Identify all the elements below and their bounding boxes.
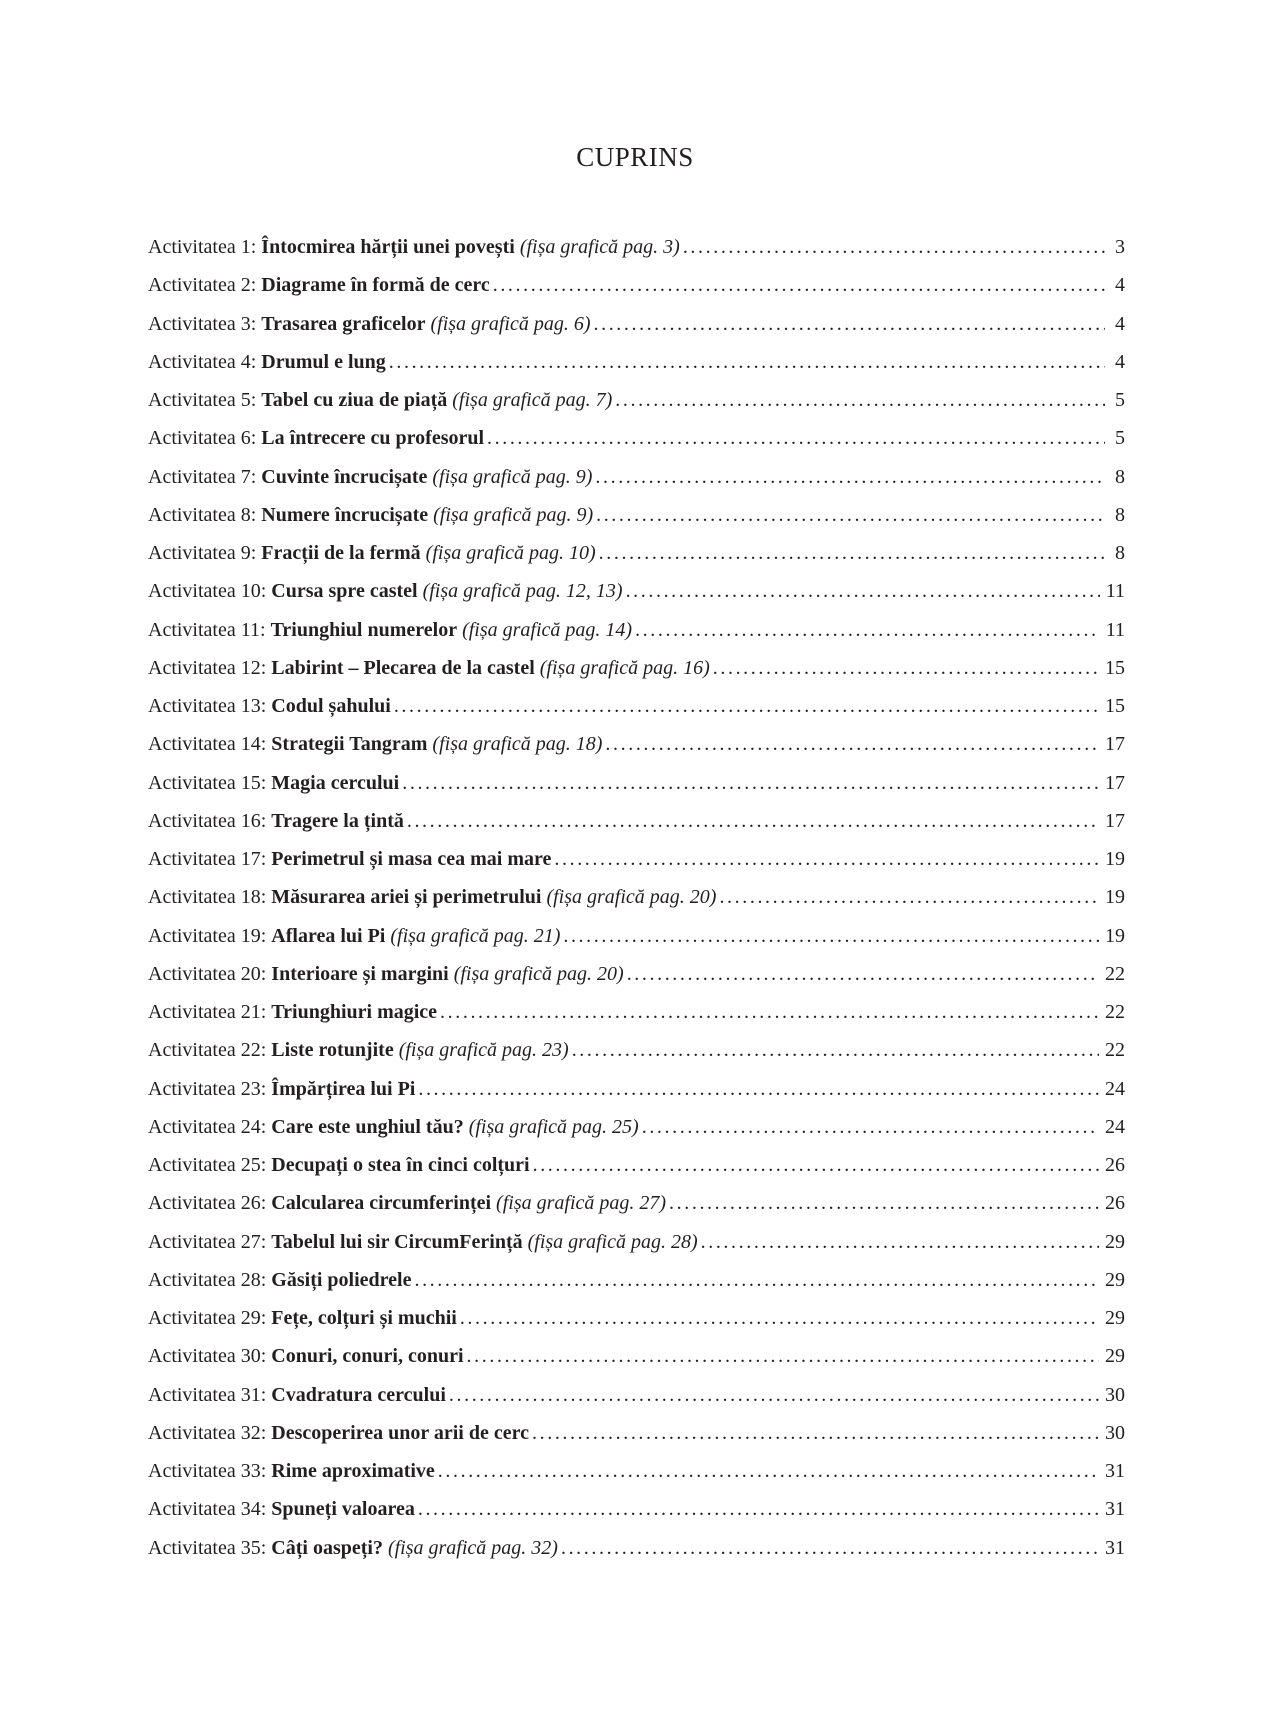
toc-entry-text bbox=[148, 886, 716, 909]
worksheet-reference: (fișa grafică pag. 20) bbox=[546, 886, 717, 909]
dot-leader bbox=[599, 542, 1105, 565]
dot-leader bbox=[605, 733, 1099, 756]
page-number: 11 bbox=[1105, 580, 1125, 603]
activity-title: Triunghiuri magice bbox=[271, 1001, 438, 1023]
activity-title: Conuri, conuri, conuri bbox=[271, 1345, 464, 1368]
toc-entry-text bbox=[148, 351, 386, 374]
dot-leader bbox=[389, 351, 1105, 374]
activity-number: Activitatea 28: bbox=[148, 1268, 267, 1291]
toc-entry-text bbox=[148, 427, 484, 450]
activity-title: Triunghiul numerelor bbox=[270, 618, 458, 641]
toc-entry[interactable] bbox=[148, 1231, 1125, 1269]
page-number: 5 bbox=[1115, 389, 1125, 411]
activity-title: Întocmirea hărții unei povești bbox=[261, 236, 515, 258]
page-number: 29 bbox=[1105, 1268, 1125, 1291]
toc-entry[interactable] bbox=[148, 1460, 1125, 1498]
activity-number: Activitatea 22: bbox=[148, 1039, 267, 1062]
toc-entry[interactable] bbox=[148, 389, 1125, 427]
dot-leader bbox=[713, 657, 1099, 680]
activity-title: Cursa spre castel bbox=[271, 580, 418, 603]
toc-entry[interactable] bbox=[148, 542, 1125, 580]
worksheet-reference: (fișa grafică pag. 9) bbox=[432, 465, 593, 488]
toc-entry-text bbox=[148, 1384, 446, 1407]
worksheet-reference: (fișa grafică pag. 7) bbox=[452, 389, 613, 411]
activity-number: Activitatea 18: bbox=[148, 886, 267, 909]
toc-entry-text bbox=[148, 619, 632, 642]
activity-number: Activitatea 35: bbox=[148, 1536, 267, 1559]
toc-entry[interactable] bbox=[148, 351, 1125, 389]
activity-title: Decupați o stea în cinci colțuri bbox=[271, 1154, 530, 1176]
dot-leader bbox=[626, 580, 1100, 603]
toc-entry-text bbox=[148, 1001, 437, 1024]
toc-entry-text bbox=[148, 733, 602, 756]
toc-entry[interactable] bbox=[148, 1039, 1125, 1077]
page-number: 5 bbox=[1115, 427, 1125, 450]
toc-entry[interactable] bbox=[148, 466, 1125, 504]
toc-entry-text bbox=[148, 1231, 698, 1254]
dot-leader bbox=[394, 695, 1099, 718]
toc-entry-text bbox=[148, 1422, 529, 1445]
page-number: 30 bbox=[1105, 1383, 1125, 1406]
dot-leader bbox=[595, 466, 1105, 489]
activity-number: Activitatea 20: bbox=[148, 962, 267, 985]
table-of-contents bbox=[148, 236, 1125, 1575]
page-number: 19 bbox=[1105, 848, 1125, 870]
toc-entry-text bbox=[148, 1460, 435, 1483]
activity-number: Activitatea 2: bbox=[148, 274, 257, 297]
worksheet-reference: (fișa grafică pag. 16) bbox=[539, 656, 710, 679]
activity-number: Activitatea 25: bbox=[148, 1154, 267, 1176]
worksheet-reference: (fișa grafică pag. 12, 13) bbox=[422, 580, 623, 603]
activity-title: Câți oaspeți? bbox=[271, 1536, 383, 1559]
activity-number: Activitatea 13: bbox=[148, 695, 267, 717]
activity-number: Activitatea 12: bbox=[148, 656, 267, 679]
activity-title: Fracții de la fermă bbox=[261, 542, 421, 564]
activity-number: Activitatea 4: bbox=[148, 350, 257, 373]
page-number: 4 bbox=[1115, 350, 1125, 373]
toc-entry[interactable] bbox=[148, 886, 1125, 924]
activity-title: Descoperirea unor arii de cerc bbox=[271, 1421, 530, 1444]
toc-entry-text bbox=[148, 1116, 639, 1139]
page-number: 26 bbox=[1105, 1154, 1125, 1176]
toc-entry[interactable] bbox=[148, 236, 1125, 274]
dot-leader bbox=[440, 1001, 1099, 1024]
toc-entry[interactable] bbox=[148, 274, 1125, 312]
activity-title: Tabel cu ziua de piață bbox=[261, 389, 448, 411]
activity-number: Activitatea 23: bbox=[148, 1077, 267, 1100]
activity-number: Activitatea 8: bbox=[148, 503, 257, 526]
toc-entry[interactable] bbox=[148, 1537, 1125, 1575]
activity-title: Fețe, colțuri și muchii bbox=[271, 1307, 457, 1329]
activity-number: Activitatea 26: bbox=[148, 1192, 267, 1215]
toc-entry-text bbox=[148, 1345, 464, 1368]
toc-entry[interactable] bbox=[148, 848, 1125, 886]
toc-entry[interactable] bbox=[148, 1269, 1125, 1307]
activity-title: Care este unghiul tău? bbox=[271, 1115, 464, 1138]
toc-entry-text bbox=[148, 580, 623, 603]
toc-entry[interactable] bbox=[148, 313, 1125, 351]
dot-leader bbox=[719, 886, 1099, 909]
activity-title: Numere încrucișate bbox=[261, 503, 429, 526]
page-number: 15 bbox=[1105, 695, 1125, 717]
dot-leader bbox=[533, 1154, 1099, 1177]
dot-leader bbox=[572, 1039, 1099, 1062]
toc-entry-text bbox=[148, 925, 560, 948]
page-number: 26 bbox=[1105, 1192, 1125, 1215]
dot-leader bbox=[418, 1078, 1099, 1101]
activity-title: Măsurarea ariei și perimetrului bbox=[271, 886, 542, 909]
activity-number: Activitatea 5: bbox=[148, 389, 257, 411]
toc-entry[interactable] bbox=[148, 657, 1125, 695]
worksheet-reference: (fișa grafică pag. 6) bbox=[430, 312, 591, 335]
activity-number: Activitatea 3: bbox=[148, 312, 257, 335]
page-number: 29 bbox=[1105, 1345, 1125, 1368]
page-number: 4 bbox=[1115, 312, 1125, 335]
toc-entry[interactable] bbox=[148, 427, 1125, 465]
toc-entry[interactable] bbox=[148, 1154, 1125, 1192]
toc-entry[interactable] bbox=[148, 695, 1125, 733]
toc-entry-text bbox=[148, 848, 551, 871]
activity-number: Activitatea 16: bbox=[148, 809, 267, 832]
page-title: CUPRINS bbox=[576, 142, 694, 172]
dot-leader bbox=[449, 1384, 1099, 1407]
worksheet-reference: (fișa grafică pag. 28) bbox=[527, 1230, 698, 1253]
dot-leader bbox=[493, 274, 1105, 297]
toc-entry[interactable] bbox=[148, 810, 1125, 848]
dot-leader bbox=[669, 1192, 1099, 1215]
activity-title: Aflarea lui Pi bbox=[271, 924, 386, 947]
toc-entry-text bbox=[148, 504, 593, 527]
dot-leader bbox=[487, 427, 1105, 450]
toc-entry[interactable] bbox=[148, 504, 1125, 542]
worksheet-reference: (fișa grafică pag. 21) bbox=[390, 924, 561, 947]
activity-number: Activitatea 30: bbox=[148, 1345, 267, 1368]
activity-number: Activitatea 17: bbox=[148, 848, 267, 870]
dot-leader bbox=[414, 1269, 1099, 1292]
dot-leader bbox=[594, 313, 1106, 336]
dot-leader bbox=[635, 619, 1100, 642]
toc-entry-text bbox=[148, 772, 399, 795]
page-number: 4 bbox=[1115, 274, 1125, 297]
toc-entry[interactable] bbox=[148, 1345, 1125, 1383]
toc-entry-text bbox=[148, 657, 710, 680]
toc-entry[interactable] bbox=[148, 1307, 1125, 1345]
activity-number: Activitatea 19: bbox=[148, 924, 267, 947]
dot-leader bbox=[563, 925, 1099, 948]
toc-entry-text bbox=[148, 466, 592, 489]
activity-title: La întrecere cu profesorul bbox=[261, 427, 485, 450]
dot-leader bbox=[438, 1460, 1099, 1483]
activity-number: Activitatea 34: bbox=[148, 1498, 267, 1521]
page-number: 24 bbox=[1105, 1115, 1125, 1138]
toc-entry-text bbox=[148, 1154, 530, 1177]
activity-title: Codul șahului bbox=[271, 695, 391, 717]
toc-entry[interactable] bbox=[148, 1498, 1125, 1536]
activity-title: Calcularea circumferinței bbox=[271, 1192, 492, 1215]
activity-title: Găsiți poliedrele bbox=[271, 1268, 412, 1291]
page-number: 17 bbox=[1105, 771, 1125, 794]
toc-entry[interactable] bbox=[148, 925, 1125, 963]
toc-entry-text bbox=[148, 389, 612, 412]
activity-number: Activitatea 24: bbox=[148, 1115, 267, 1138]
activity-title: Labirint – Plecarea de la castel bbox=[271, 656, 535, 679]
worksheet-reference: (fișa grafică pag. 14) bbox=[462, 618, 633, 641]
activity-number: Activitatea 32: bbox=[148, 1421, 267, 1444]
page-number: 22 bbox=[1105, 1001, 1125, 1023]
page-number: 31 bbox=[1105, 1460, 1125, 1482]
toc-entry-text bbox=[148, 695, 391, 718]
worksheet-reference: (fișa grafică pag. 18) bbox=[432, 733, 603, 756]
toc-entry-text bbox=[148, 810, 404, 833]
activity-title: Strategii Tangram bbox=[271, 733, 428, 756]
page-number: 11 bbox=[1105, 618, 1125, 641]
toc-entry[interactable] bbox=[148, 1001, 1125, 1039]
activity-number: Activitatea 11: bbox=[148, 618, 266, 641]
toc-entry[interactable] bbox=[148, 619, 1125, 657]
toc-entry[interactable] bbox=[148, 1078, 1125, 1116]
activity-title: Spuneți valoarea bbox=[271, 1498, 415, 1521]
worksheet-reference: (fișa grafică pag. 9) bbox=[433, 503, 594, 526]
activity-title: Liste rotunjite bbox=[271, 1039, 394, 1062]
page-number: 15 bbox=[1105, 656, 1125, 679]
toc-entry[interactable] bbox=[148, 1192, 1125, 1230]
worksheet-reference: (fișa grafică pag. 23) bbox=[398, 1039, 569, 1062]
activity-title: Tabelul lui sir CircumFerință bbox=[271, 1230, 523, 1253]
page-number: 8 bbox=[1115, 503, 1125, 526]
dot-leader bbox=[402, 772, 1099, 795]
activity-title: Diagrame în formă de cerc bbox=[261, 274, 490, 297]
activity-number: Activitatea 14: bbox=[148, 733, 267, 756]
activity-title: Perimetrul și masa cea mai mare bbox=[271, 848, 552, 870]
page-number: 29 bbox=[1105, 1230, 1125, 1253]
page-number: 17 bbox=[1105, 733, 1125, 756]
activity-number: Activitatea 6: bbox=[148, 427, 257, 450]
dot-leader bbox=[627, 963, 1099, 986]
activity-number: Activitatea 33: bbox=[148, 1460, 267, 1482]
dot-leader bbox=[561, 1537, 1099, 1560]
worksheet-reference: (fișa grafică pag. 27) bbox=[496, 1192, 667, 1215]
worksheet-reference: (fișa grafică pag. 3) bbox=[519, 236, 680, 258]
worksheet-reference: (fișa grafică pag. 10) bbox=[425, 542, 596, 564]
activity-title: Interioare și margini bbox=[271, 962, 449, 985]
page-number: 22 bbox=[1105, 1039, 1125, 1062]
toc-entry[interactable] bbox=[148, 1422, 1125, 1460]
page-number: 31 bbox=[1105, 1498, 1125, 1521]
dot-leader bbox=[615, 389, 1105, 412]
page-number: 31 bbox=[1105, 1536, 1125, 1559]
worksheet-reference: (fișa grafică pag. 20) bbox=[453, 962, 624, 985]
page-number: 24 bbox=[1105, 1077, 1125, 1100]
toc-entry[interactable] bbox=[148, 772, 1125, 810]
page-number: 30 bbox=[1105, 1421, 1125, 1444]
activity-title: Cuvinte încrucișate bbox=[261, 465, 428, 488]
dot-leader bbox=[532, 1422, 1099, 1445]
toc-entry-text bbox=[148, 236, 680, 259]
activity-title: Drumul e lung bbox=[261, 350, 386, 373]
activity-number: Activitatea 9: bbox=[148, 542, 257, 564]
toc-entry-text bbox=[148, 313, 591, 336]
page-number: 22 bbox=[1105, 962, 1125, 985]
activity-title: Împărțirea lui Pi bbox=[271, 1077, 416, 1100]
toc-entry-text bbox=[148, 274, 490, 297]
dot-leader bbox=[683, 236, 1105, 259]
page-number: 19 bbox=[1105, 886, 1125, 909]
toc-entry-text bbox=[148, 1039, 569, 1062]
dot-leader bbox=[701, 1231, 1099, 1254]
worksheet-reference: (fișa grafică pag. 25) bbox=[468, 1115, 639, 1138]
toc-entry-text bbox=[148, 542, 596, 565]
activity-number: Activitatea 7: bbox=[148, 465, 257, 488]
activity-number: Activitatea 27: bbox=[148, 1230, 267, 1253]
toc-entry-text bbox=[148, 1192, 666, 1215]
page-number: 8 bbox=[1115, 542, 1125, 564]
activity-number: Activitatea 1: bbox=[148, 236, 257, 258]
activity-number: Activitatea 29: bbox=[148, 1307, 267, 1329]
page-number: 17 bbox=[1105, 809, 1125, 832]
toc-entry[interactable] bbox=[148, 580, 1125, 618]
dot-leader bbox=[596, 504, 1105, 527]
dot-leader bbox=[407, 810, 1099, 833]
page-number: 19 bbox=[1105, 924, 1125, 947]
page-number: 29 bbox=[1105, 1307, 1125, 1329]
activity-number: Activitatea 15: bbox=[148, 771, 267, 794]
activity-number: Activitatea 21: bbox=[148, 1001, 267, 1023]
toc-entry-text bbox=[148, 1307, 457, 1330]
dot-leader bbox=[460, 1307, 1099, 1330]
dot-leader bbox=[642, 1116, 1099, 1139]
page-number: 3 bbox=[1115, 236, 1125, 258]
page-number: 8 bbox=[1115, 465, 1125, 488]
toc-entry-text bbox=[148, 1078, 415, 1101]
toc-entry[interactable] bbox=[148, 963, 1125, 1001]
dot-leader bbox=[554, 848, 1099, 871]
activity-title: Cvadratura cercului bbox=[271, 1383, 446, 1406]
dot-leader bbox=[418, 1498, 1099, 1521]
toc-entry[interactable] bbox=[148, 1384, 1125, 1422]
activity-title: Rime aproximative bbox=[271, 1460, 435, 1482]
activity-number: Activitatea 10: bbox=[148, 580, 267, 603]
activity-title: Tragere la țintă bbox=[271, 809, 404, 832]
toc-entry-text bbox=[148, 1498, 415, 1521]
worksheet-reference: (fișa grafică pag. 32) bbox=[387, 1536, 558, 1559]
activity-number: Activitatea 31: bbox=[148, 1383, 267, 1406]
toc-entry[interactable] bbox=[148, 1116, 1125, 1154]
toc-entry[interactable] bbox=[148, 733, 1125, 771]
dot-leader bbox=[467, 1345, 1099, 1368]
toc-entry-text bbox=[148, 1269, 411, 1292]
toc-entry-text bbox=[148, 963, 624, 986]
activity-title: Trasarea graficelor bbox=[261, 312, 426, 335]
toc-entry-text bbox=[148, 1537, 558, 1560]
activity-title: Magia cercului bbox=[271, 771, 400, 794]
